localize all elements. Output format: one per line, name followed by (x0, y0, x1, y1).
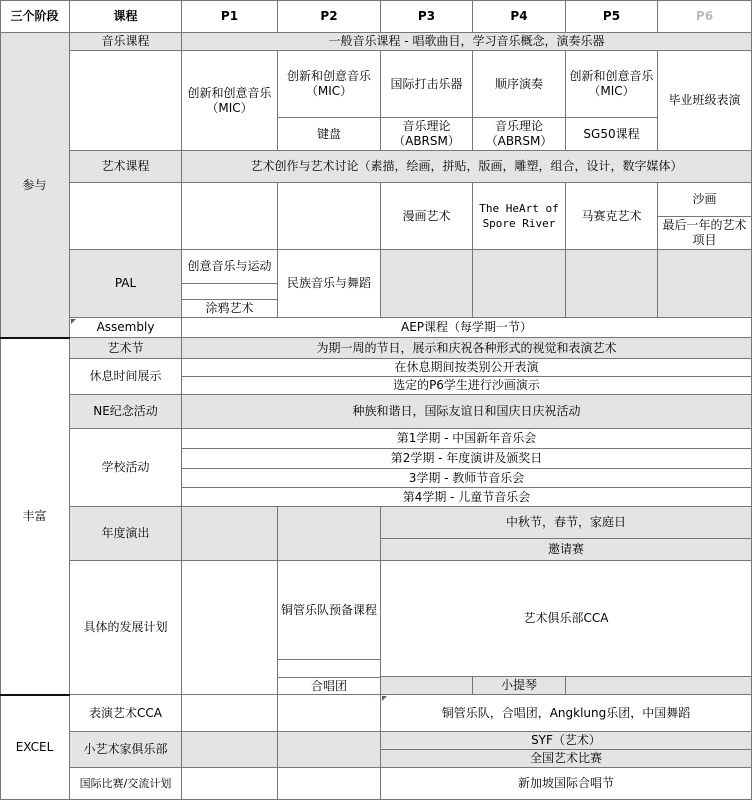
pal-p1-music-cell: 创意音乐与运动 (182, 250, 278, 284)
pal-p3-blank (381, 250, 473, 318)
heart-p4-cell: The HeArt of Spore River (473, 183, 566, 250)
ensemble-p4-cell: 顺序演奏 (473, 51, 566, 118)
art-general-cell: 艺术创作与艺术讨论（素描，绘画，拼贴，版画，雕塑，组合，设计，数字媒体） (182, 151, 752, 183)
stage-enrich: 丰富 (0, 338, 70, 695)
ne-cell: 种族和谐日，国际友谊日和国庆日庆祝活动 (182, 395, 752, 429)
comment-marker (71, 319, 76, 324)
club-p1-blank (182, 732, 278, 768)
dev-p1-blank (182, 561, 278, 695)
pal-p4-blank (473, 250, 566, 318)
stage-divider-2 (0, 694, 70, 696)
graduation-p6-cell: 毕业班级表演 (658, 51, 752, 151)
violin-right-blank (566, 677, 752, 695)
term4-cell: 第4学期 - 儿童节音乐会 (182, 488, 752, 507)
theory-p4-cell: 音乐理论（ABRSM） (473, 118, 566, 151)
term3-cell: 3学期 - 教师节音乐会 (182, 469, 752, 488)
theory-p3-cell: 音乐理论（ABRSM） (381, 118, 473, 151)
intl-p1-blank (182, 768, 278, 800)
annual-cell-1: 中秋节，春节，家庭日 (381, 507, 752, 539)
header-p6: P6 (658, 0, 752, 33)
header-stage: 三个阶段 (0, 0, 70, 33)
assembly-label: Assembly (70, 318, 182, 338)
national-competition-cell: 全国艺术比赛 (381, 750, 752, 768)
header-p3: P3 (381, 0, 473, 33)
art-p2-blank (278, 183, 381, 250)
art-course-label: 艺术课程 (70, 151, 182, 183)
header-course: 课程 (70, 0, 182, 33)
mic-p5-cell: 创新和创意音乐（MIC） (566, 51, 658, 118)
intl-p2-blank (278, 768, 381, 800)
art-detail-blank (70, 183, 182, 250)
sg50-p5-cell: SG50课程 (566, 118, 658, 151)
young-artists-label: 小艺术家俱乐部 (70, 732, 182, 768)
pal-label: PAL (70, 250, 182, 318)
pal-p6-blank (658, 250, 752, 318)
club-p2-blank (278, 732, 381, 768)
mosaic-p5-cell: 马赛克艺术 (566, 183, 658, 250)
stage-participate: 参与 (0, 33, 70, 338)
break-cell-1: 在休息期间按类别公开表演 (182, 359, 752, 377)
art-club-cca-cell: 艺术俱乐部CCA (381, 561, 752, 677)
break-label: 休息时间展示 (70, 359, 182, 395)
violin-left-blank (381, 677, 473, 695)
violin-cell: 小提琴 (473, 677, 566, 695)
performing-arts-label: 表演艺术CCA (70, 695, 182, 732)
performing-arts-cell: 铜管乐队，合唱团，Angklung乐团，中国舞蹈 (381, 695, 752, 732)
percussion-p3-cell: 国际打击乐器 (381, 51, 473, 118)
annual-cell-2: 邀请赛 (381, 539, 752, 561)
keyboard-p2-cell: 键盘 (278, 118, 381, 151)
music-course-label: 音乐课程 (70, 33, 182, 51)
pal-p1-blank (182, 284, 278, 300)
annual-p1-blank (182, 507, 278, 561)
perf-p2-blank (278, 695, 381, 732)
brass-prep-cell: 铜管乐队预备课程 (278, 561, 381, 660)
perf-p1-blank (182, 695, 278, 732)
header-p5: P5 (566, 0, 658, 33)
final-project-p6-cell: 最后一年的艺术项目 (658, 217, 752, 250)
mic-p1-cell: 创新和创意音乐（MIC） (182, 51, 278, 151)
break-cell-2: 选定的P6学生进行沙画演示 (182, 377, 752, 395)
music-detail-blank (70, 51, 182, 151)
ne-label: NE纪念活动 (70, 395, 182, 429)
term2-cell: 第2学期 - 年度演讲及颁奖日 (182, 449, 752, 469)
header-p4: P4 (473, 0, 566, 33)
assembly-cell: AEP课程（每学期一节） (182, 318, 752, 338)
stage-excel: EXCEL (0, 695, 70, 800)
dev-plan-label: 具体的发展计划 (70, 561, 182, 695)
term1-cell: 第1学期 - 中国新年音乐会 (182, 429, 752, 449)
pal-p2-cell: 民族音乐与舞蹈 (278, 250, 381, 318)
sand-p6-cell: 沙画 (658, 183, 752, 217)
intl-exchange-label: 国际比赛/交流计划 (70, 768, 182, 800)
stage-divider-1 (0, 337, 70, 339)
header-p1: P1 (182, 0, 278, 33)
choir-cell: 合唱团 (278, 678, 381, 695)
annual-label: 年度演出 (70, 507, 182, 561)
pal-p5-blank (566, 250, 658, 318)
pal-p1-art-cell: 涂鸦艺术 (182, 300, 278, 318)
comic-p3-cell: 漫画艺术 (381, 183, 473, 250)
festival-label: 艺术节 (70, 338, 182, 359)
intl-choral-cell: 新加坡国际合唱节 (381, 768, 752, 800)
annual-p2-blank (278, 507, 381, 561)
comment-marker (382, 696, 387, 701)
music-general-cell: 一般音乐课程 - 唱歌曲目，学习音乐概念，演奏乐器 (182, 33, 752, 51)
festival-cell: 为期一周的节日，展示和庆祝各种形式的视觉和表演艺术 (182, 338, 752, 359)
header-p2: P2 (278, 0, 381, 33)
syf-cell: SYF（艺术） (381, 732, 752, 750)
art-p1-blank (182, 183, 278, 250)
mic-p2-cell: 创新和创意音乐（MIC） (278, 51, 381, 118)
dev-p2-blank (278, 660, 381, 678)
school-activities-label: 学校活动 (70, 429, 182, 507)
